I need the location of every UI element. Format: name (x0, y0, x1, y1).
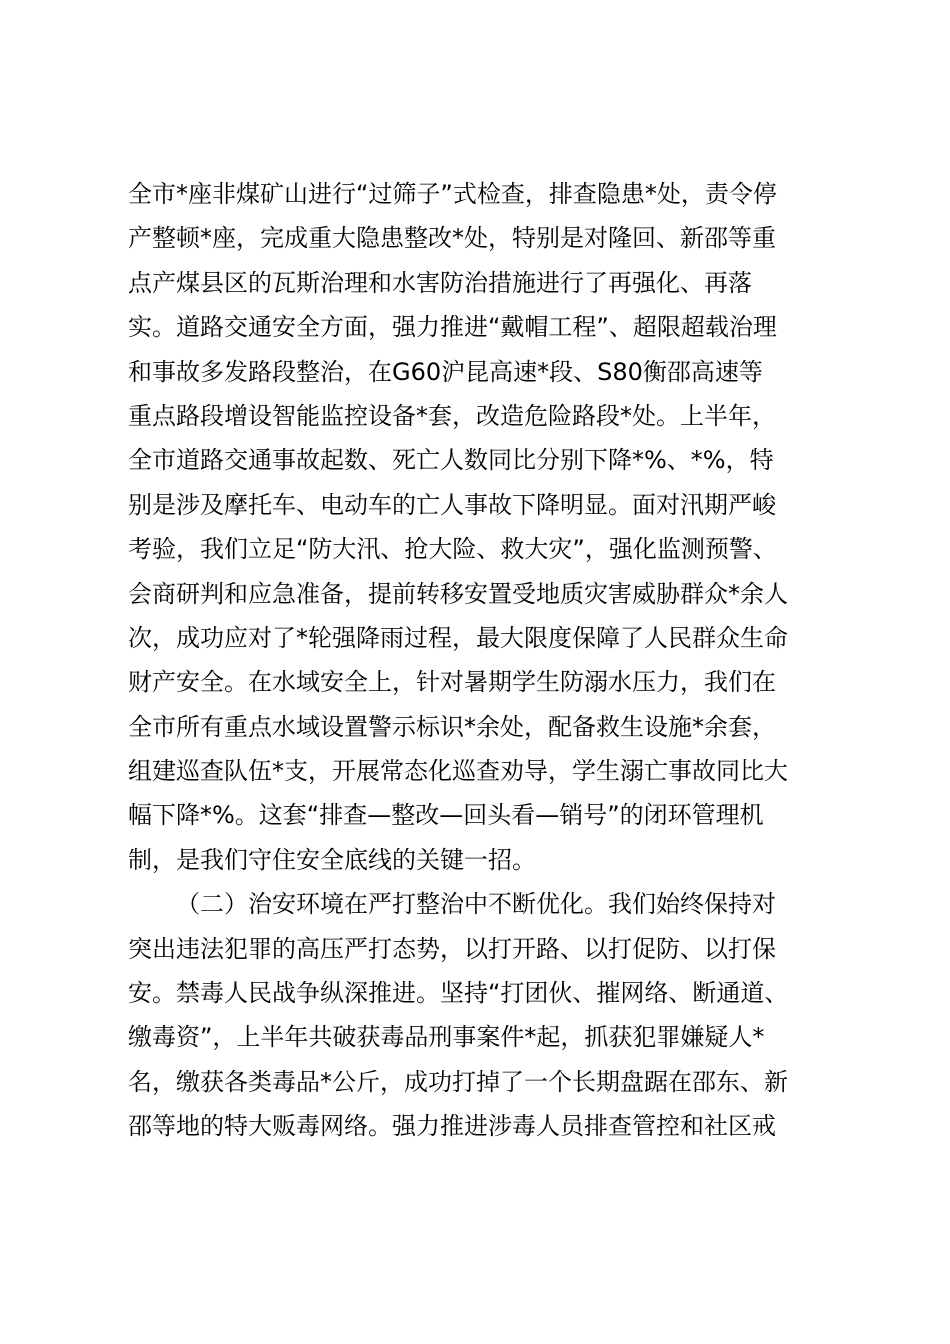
text-line: 实。道路交通安全方面，强力推进“戴帽工程”、超限超载治理 (128, 313, 777, 342)
text-line: 点产煤县区的瓦斯治理和水害防治措施进行了再强化、再落 (128, 268, 752, 297)
text-line: 缴毒资”，上半年共破获毒品刑事案件*起，抓获犯罪嫌疑人* (128, 1023, 765, 1052)
text-line: 重点路段增设智能监控设备*套，改造危险路段*处。上半年， (128, 401, 776, 430)
text-line: 全市道路交通事故起数、死亡人数同比分别下降*%、*%，特 (128, 446, 774, 475)
text-line: 会商研判和应急准备，提前转移安置受地质灾害威胁群众*余人 (128, 579, 788, 608)
text-line: 和事故多发路段整治，在G60沪昆高速*段、S80衡邵高速等 (128, 357, 763, 386)
text-line: 全市*座非煤矿山进行“过筛子”式检查，排查隐患*处，责令停 (128, 180, 777, 208)
section-heading-line: （二）治安环境在严打整治中不断优化。我们始终保持对 (176, 890, 776, 919)
text-line: 邵等地的特大贩毒网络。强力推进涉毒人员排查管控和社区戒 (128, 1112, 776, 1141)
text-line: 安。禁毒人民战争纵深推进。坚持“打团伙、摧网络、断通道、 (128, 979, 789, 1008)
body-text (128, 172, 828, 1149)
text-line: 突出违法犯罪的高压严打态势，以打开路、以打促防、以打保 (128, 934, 776, 963)
text-line: 全市所有重点水域设置警示标识*余处，配备救生设施*余套， (128, 712, 776, 741)
text-line: 制，是我们守住安全底线的关键一招。 (128, 845, 536, 874)
text-line: 次，成功应对了*轮强降雨过程，最大限度保障了人民群众生命 (128, 623, 788, 652)
text-line: 名，缴获各类毒品*公斤，成功打掉了一个长期盘踞在邵东、新 (128, 1067, 788, 1096)
text-line: 幅下降*%。这套“排查—整改—回头看—销号”的闭环管理机 (128, 801, 764, 830)
text-line: 别是涉及摩托车、电动车的亡人事故下降明显。面对汛期严峻 (128, 490, 776, 519)
text-line: 财产安全。在水域安全上，针对暑期学生防溺水压力，我们在 (128, 668, 776, 697)
text-line: 产整顿*座，完成重大隐患整改*处，特别是对隆回、新邵等重 (128, 224, 776, 253)
text-line: 组建巡查队伍*支，开展常态化巡查劝导，学生溺亡事故同比大 (128, 757, 788, 786)
text-line: 考验，我们立足“防大汛、抢大险、救大灾”，强化监测预警、 (128, 535, 777, 564)
